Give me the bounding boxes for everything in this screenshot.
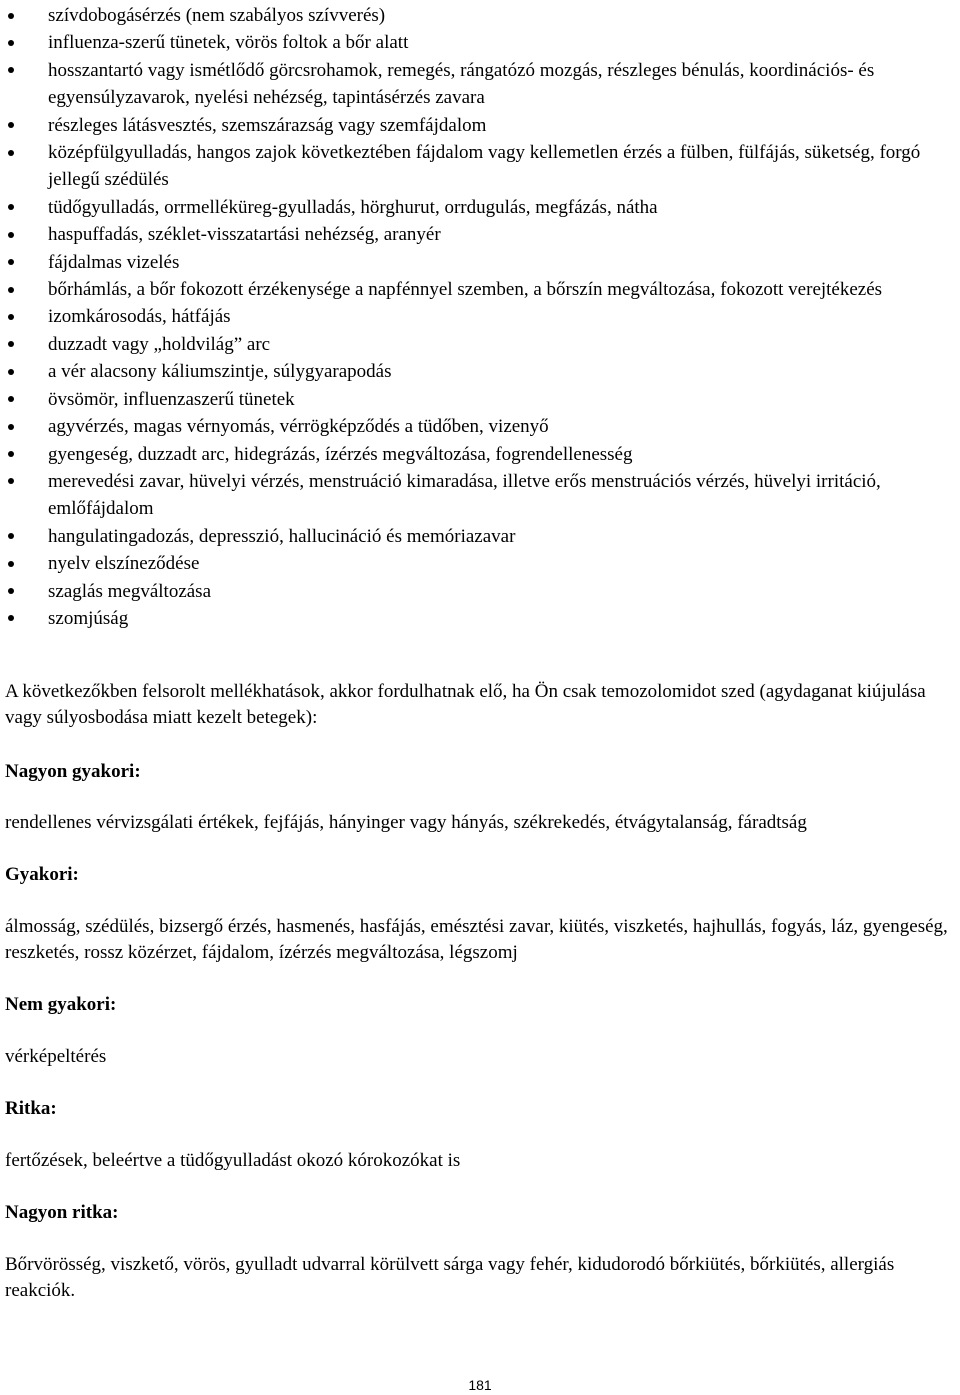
section-text-common: álmosság, szédülés, bizsergő érzés, hasmenés, hasfájás, emésztési zavar, kiütés, viszketés, hajhullás, fogyás, láz, gyengeség, reszketés, rossz közérzet, fájdalom, ízérzés megváltozása, légszomj	[5, 916, 948, 963]
bullet-icon	[8, 40, 14, 46]
list-item: övsömör, influenzaszerű tünetek	[0, 386, 960, 413]
list-item: a vér alacsony káliumszintje, súlygyarapodás	[0, 358, 960, 385]
section-heading-very-common: Nagyon gyakori:	[5, 761, 141, 782]
bullet-icon	[8, 369, 14, 375]
section-text-uncommon: vérképeltérés	[5, 1046, 107, 1067]
bullet-icon	[8, 424, 14, 430]
page-number: 181	[468, 1377, 492, 1393]
section-text-rare: fertőzések, beleértve a tüdőgyulladást okozó kórokozókat is	[5, 1150, 461, 1171]
bullet-icon	[8, 478, 14, 484]
section-text-very-rare: Bőrvörösség, viszkető, vörös, gyulladt udvarral körülvett sárga vagy fehér, kidudorodó bőrkiütés, bőrkiütés, allergiás reakciók.	[5, 1254, 895, 1301]
section-heading-uncommon: Nem gyakori:	[5, 994, 117, 1015]
list-item: tüdőgyulladás, orrmelléküreg-gyulladás, hörghurut, orrdugulás, megfázás, nátha	[0, 194, 960, 221]
intro-paragraph: A következőkben felsorolt mellékhatások, akkor fordulhatnak elő, ha Ön csak temozolomidot szed (agydaganat kiújulása vagy súlyosbodása miatt kezelt betegek):	[5, 681, 926, 728]
list-item: duzzadt vagy „holdvilág” arc	[0, 331, 960, 358]
bullet-icon	[8, 588, 14, 594]
list-item: agyvérzés, magas vérnyomás, vérrögképződés a tüdőben, vizenyő	[0, 413, 960, 440]
list-item: középfülgyulladás, hangos zajok következtében fájdalom vagy kellemetlen érzés a fülben, fülfájás, süketség, forgó jellegű szédülés	[0, 139, 960, 194]
section-heading-common: Gyakori:	[5, 864, 79, 885]
bullet-icon	[8, 150, 14, 156]
section-text-very-common: rendellenes vérvizsgálati értékek, fejfájás, hányinger vagy hányás, székrekedés, étvágytalanság, fáradtság	[5, 812, 807, 833]
bullet-icon	[8, 615, 14, 621]
list-item: bőrhámlás, a bőr fokozott érzékenysége a napfénnyel szemben, a bőrszín megváltozása, fokozott verejtékezés	[0, 276, 960, 303]
list-item: izomkárosodás, hátfájás	[0, 303, 960, 330]
list-item: influenza-szerű tünetek, vörös foltok a bőr alatt	[0, 29, 960, 56]
bullet-icon	[8, 232, 14, 238]
bullet-icon	[8, 314, 14, 320]
section-heading-very-rare: Nagyon ritka:	[5, 1202, 119, 1223]
bullet-icon	[8, 67, 14, 73]
list-item: gyengeség, duzzadt arc, hidegrázás, ízérzés megváltozása, fogrendellenesség	[0, 441, 960, 468]
bullet-icon	[8, 122, 14, 128]
bullet-icon	[8, 259, 14, 265]
bullet-icon	[8, 13, 14, 19]
bullet-icon	[8, 396, 14, 402]
list-item: szaglás megváltozása	[0, 578, 960, 605]
list-item: szomjúság	[0, 605, 960, 632]
list-item: hangulatingadozás, depresszió, hallucináció és memóriazavar	[0, 523, 960, 550]
bullet-icon	[8, 451, 14, 457]
bullet-icon	[8, 204, 14, 210]
list-item: fájdalmas vizelés	[0, 249, 960, 276]
bullet-icon	[8, 341, 14, 347]
section-heading-rare: Ritka:	[5, 1098, 57, 1119]
list-item: nyelv elszíneződése	[0, 550, 960, 577]
side-effects-list	[0, 2, 960, 632]
list-item: szívdobogásérzés (nem szabályos szívverés)	[0, 2, 960, 29]
list-item: haspuffadás, széklet-visszatartási nehézség, aranyér	[0, 221, 960, 248]
bullet-icon	[8, 287, 14, 293]
bullet-icon	[8, 533, 14, 539]
list-item: merevedési zavar, hüvelyi vérzés, menstruáció kimaradása, illetve erős menstruációs vérzés, hüvelyi irritáció, emlőfájdalom	[0, 468, 960, 523]
bullet-icon	[8, 561, 14, 567]
list-item: hosszantartó vagy ismétlődő görcsrohamok, remegés, rángatózó mozgás, részleges bénulás, koordinációs- és egyensúlyzavarok, nyelési nehézség, tapintásérzés zavara	[0, 57, 960, 112]
list-item: részleges látásvesztés, szemszárazság vagy szemfájdalom	[0, 112, 960, 139]
